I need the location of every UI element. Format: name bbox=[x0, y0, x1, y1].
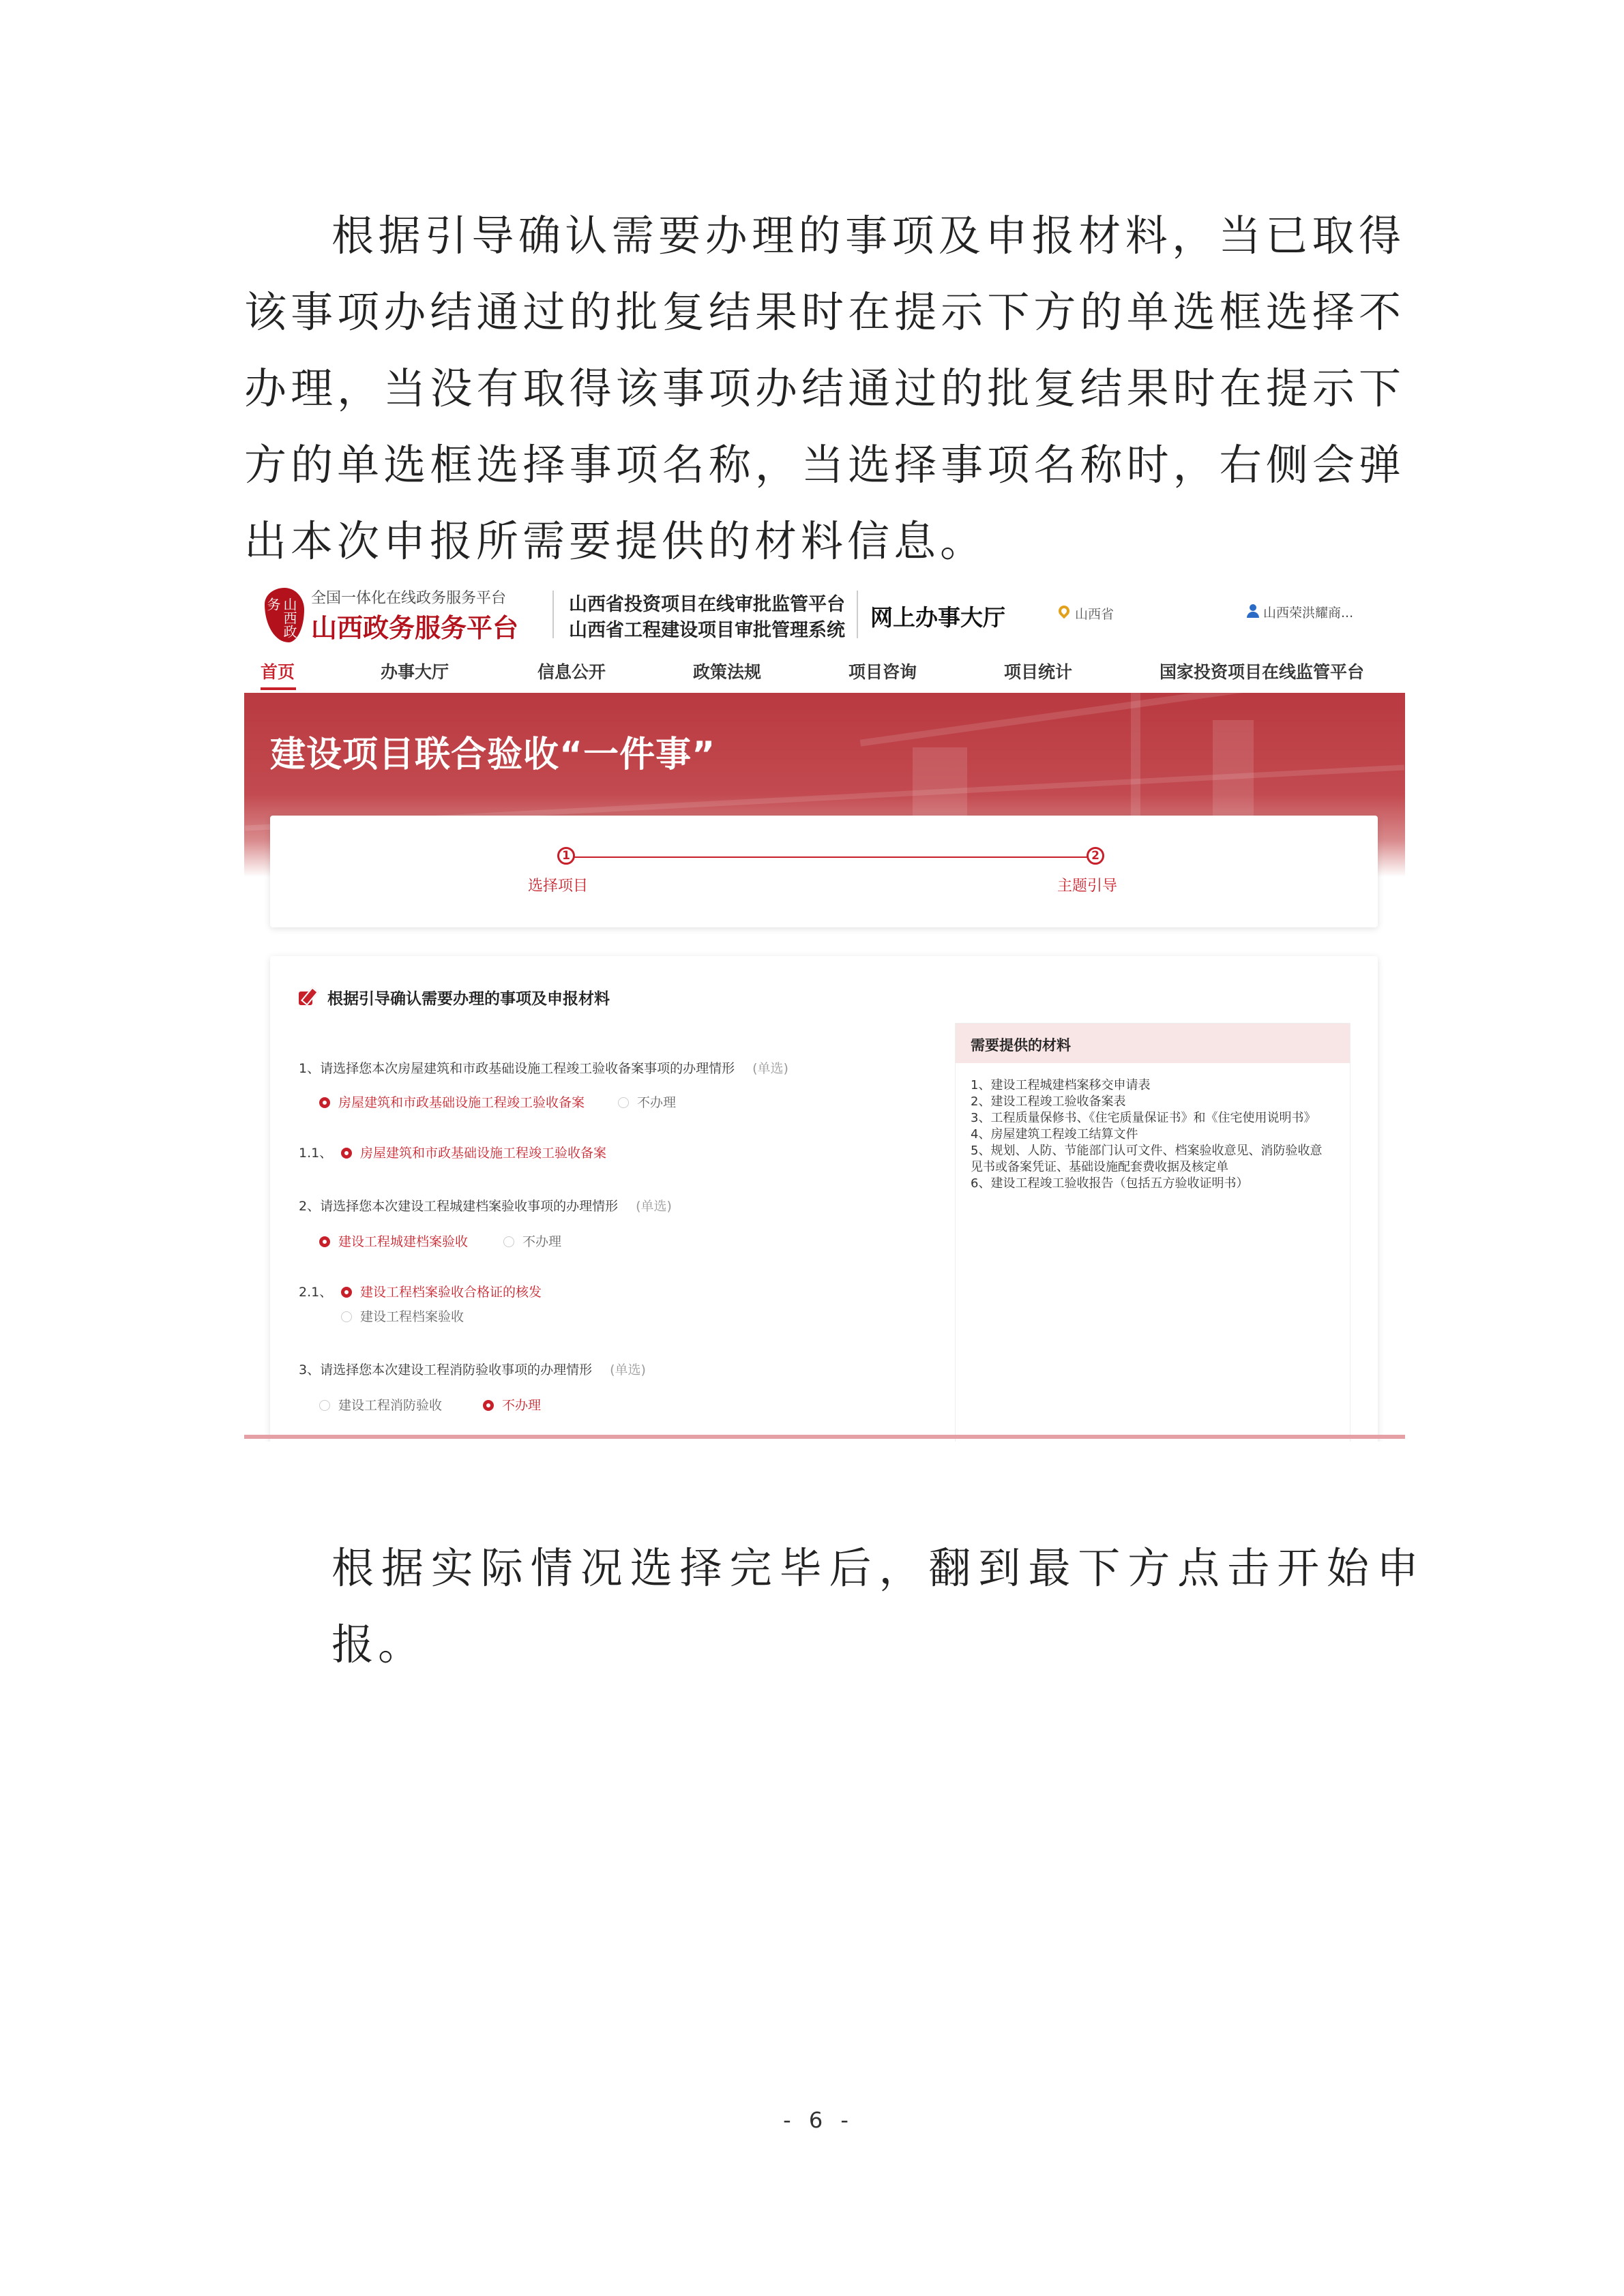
shanxi-logo-icon: 山西政务 bbox=[265, 588, 304, 642]
single-choice-hint: (单选) bbox=[752, 1061, 788, 1076]
screenshot-bottom-edge bbox=[244, 1435, 1405, 1439]
location-selector[interactable]: 山西省 bbox=[1075, 607, 1114, 622]
banner-decoration bbox=[913, 747, 967, 822]
radio-unselected-icon bbox=[341, 1311, 352, 1322]
system-title-2: 山西省工程建设项目审批管理系统 bbox=[569, 620, 845, 641]
radio-selected-icon bbox=[483, 1400, 494, 1411]
sub-question-1-1: 1.1、 bbox=[299, 1146, 333, 1161]
materials-header bbox=[956, 1024, 1350, 1063]
materials-box bbox=[955, 1023, 1350, 1442]
material-item: 1、建设工程城建档案移交申请表 bbox=[971, 1078, 1151, 1092]
step-progress bbox=[270, 816, 1378, 927]
system-title-1: 山西省投资项目在线审批监管平台 bbox=[569, 594, 845, 615]
sub-question-2-1: 2.1、 bbox=[299, 1285, 333, 1300]
radio-unselected-icon bbox=[503, 1236, 514, 1247]
material-item: 4、房屋建筑工程竣工结算文件 bbox=[971, 1127, 1138, 1142]
edit-form-icon bbox=[299, 987, 316, 1005]
banner-decoration bbox=[1131, 693, 1140, 829]
nav-home[interactable]: 首页 bbox=[261, 662, 295, 682]
platform-title[interactable]: 山西政务服务平台 bbox=[311, 613, 519, 643]
header-divider bbox=[857, 591, 858, 638]
nav-national-platform[interactable]: 国家投资项目在线监管平台 bbox=[1160, 662, 1365, 682]
guide-panel bbox=[270, 956, 1378, 1442]
nav-active-indicator bbox=[261, 687, 296, 690]
material-item: 5、规划、人防、节能部门认可文件、档案验收意见、消防验收意 bbox=[971, 1144, 1323, 1158]
material-item: 3、工程质量保修书、《住宅质量保证书》和《住宅使用说明书》 bbox=[971, 1111, 1316, 1125]
platform-subtitle: 全国一体化在线政务服务平台 bbox=[311, 590, 507, 607]
radio-selected-icon bbox=[319, 1236, 330, 1247]
user-account-link[interactable]: 山西荣洪耀商... bbox=[1263, 606, 1354, 621]
step-1-circle[interactable]: 1 bbox=[557, 847, 575, 865]
nav-policy[interactable]: 政策法规 bbox=[693, 662, 762, 682]
header-divider bbox=[552, 591, 554, 638]
main-nav bbox=[244, 648, 1405, 693]
step-2-label[interactable]: 主题引导 bbox=[1057, 878, 1118, 895]
location-pin-icon bbox=[1057, 603, 1072, 619]
question-3: 3、请选择您本次建设工程消防验收事项的办理情形 (单选) bbox=[299, 1362, 646, 1377]
site-header bbox=[244, 580, 1405, 648]
material-item: 6、建设工程竣工验收报告（包括五方验收证明书） bbox=[971, 1176, 1249, 1191]
radio-selected-icon bbox=[341, 1148, 352, 1159]
radio-unselected-icon bbox=[618, 1097, 629, 1108]
material-item: 2、建设工程竣工验收备案表 bbox=[971, 1094, 1126, 1109]
radio-unselected-icon bbox=[319, 1400, 330, 1411]
question-1: 1、请选择您本次房屋建筑和市政基础设施工程竣工验收备案事项的办理情形 (单选) bbox=[299, 1061, 788, 1076]
q3-option-fire[interactable]: 建设工程消防验收 bbox=[319, 1395, 442, 1414]
nav-service-hall[interactable]: 办事大厅 bbox=[381, 662, 449, 682]
step-2-circle[interactable]: 2 bbox=[1087, 847, 1104, 865]
radio-selected-icon bbox=[319, 1097, 330, 1108]
nav-statistics[interactable]: 项目统计 bbox=[1004, 662, 1073, 682]
q2-1-option-acceptance[interactable]: 建设工程档案验收 bbox=[341, 1307, 464, 1325]
material-item: 见书或备案凭证、基础设施配套费收据及核定单 bbox=[971, 1160, 1228, 1174]
banner-decoration bbox=[1213, 720, 1254, 816]
online-hall-title: 网上办事大厅 bbox=[870, 604, 1005, 631]
q3-option-skip[interactable]: 不办理 bbox=[483, 1395, 541, 1414]
materials-title: 需要提供的材料 bbox=[971, 1037, 1071, 1054]
banner-title: 建设项目联合验收“一件事” bbox=[270, 734, 716, 775]
q2-1-option-certificate[interactable]: 建设工程档案验收合格证的核发 bbox=[341, 1282, 542, 1300]
instruction-paragraph: 根据引导确认需要办理的事项及申报材料，当已取得该事项办结通过的批复结果时在提示下方的单选框选择不办理，当没有取得该事项办结通过的批复结果时在提示下方的单选框选择事项名称，当选择事项名称时，右侧会弹出本次申报所需要提供的材料信息。 bbox=[244, 211, 1405, 566]
user-icon bbox=[1247, 604, 1259, 618]
q2-option-skip[interactable]: 不办理 bbox=[503, 1232, 561, 1250]
q1-1-option[interactable]: 房屋建筑和市政基础设施工程竣工验收备案 bbox=[341, 1143, 606, 1161]
banner-decoration bbox=[860, 693, 1334, 747]
question-2: 2、请选择您本次建设工程城建档案验收事项的办理情形 (单选) bbox=[299, 1199, 672, 1214]
page-number: - 6 - bbox=[783, 2107, 854, 2133]
single-choice-hint: (单选) bbox=[636, 1199, 672, 1214]
radio-selected-icon bbox=[341, 1287, 352, 1298]
app-screenshot bbox=[244, 580, 1405, 1442]
nav-info-public[interactable]: 信息公开 bbox=[537, 662, 606, 682]
q1-option-skip[interactable]: 不办理 bbox=[618, 1092, 676, 1111]
panel-title: 根据引导确认需要办理的事项及申报材料 bbox=[327, 990, 610, 1008]
instruction-paragraph-2: 根据实际情况选择完毕后，翻到最下方点击开始申报。 bbox=[331, 1543, 1423, 1669]
q2-option-archive[interactable]: 建设工程城建档案验收 bbox=[319, 1232, 468, 1250]
nav-consult[interactable]: 项目咨询 bbox=[848, 662, 917, 682]
single-choice-hint: (单选) bbox=[610, 1362, 646, 1377]
step-connector bbox=[566, 856, 1095, 858]
q1-option-filing[interactable]: 房屋建筑和市政基础设施工程竣工验收备案 bbox=[319, 1092, 585, 1111]
step-1-label[interactable]: 选择项目 bbox=[528, 878, 589, 895]
